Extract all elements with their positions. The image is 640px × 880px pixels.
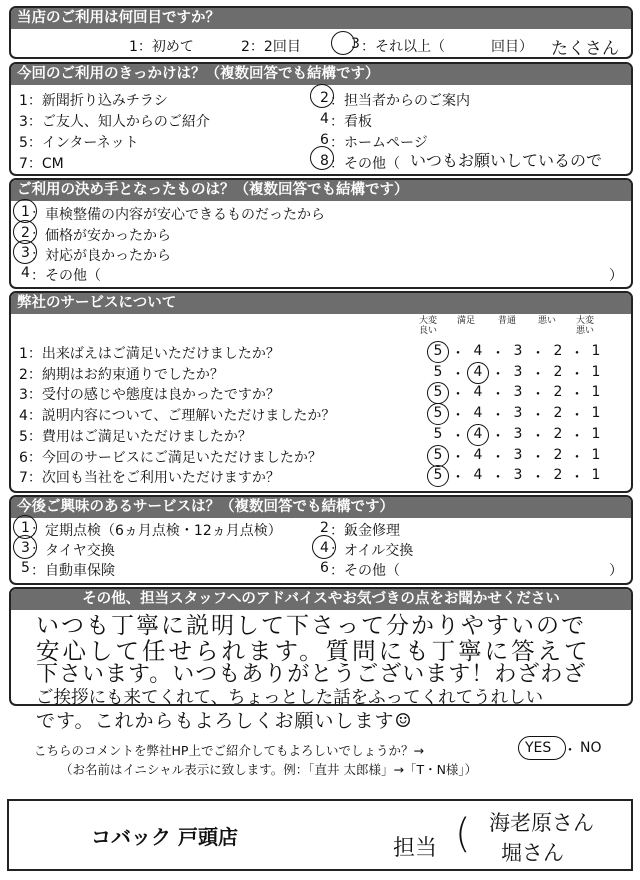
staff-open-paren: ( (455, 811, 471, 857)
scale-label-very-bad: 大変悪い (575, 316, 594, 336)
rating-option-2: 2 (553, 425, 563, 442)
rating-option-4: 4 (473, 467, 483, 484)
deciding-option-3-text: ：対応が良かったから (31, 248, 171, 264)
rating-question-4: 4：説明内容について、ご理解いただけましたか？ (19, 408, 336, 425)
rating-option-1: 1 (591, 363, 601, 380)
advice-handwritten-line-3: 下さいます。いつもありがとうございます！わざわざ (36, 662, 587, 687)
rating-separator-dot: ・ (491, 366, 505, 383)
selected-rating-circle (427, 445, 449, 467)
rating-separator-dot: ・ (531, 408, 545, 425)
rating-option-1: 1 (591, 425, 601, 442)
interest-title: 今後ご興味のあるサービスは？（複数回答でも結構です） (11, 497, 631, 518)
rating-option-5: 5 (433, 425, 443, 442)
rating-option-2: 2 (553, 467, 563, 484)
rating-option-4: 4 (473, 343, 483, 359)
rating-separator-dot: ・ (570, 470, 584, 487)
visit-count-section (9, 6, 633, 59)
rating-option-3: 3 (513, 363, 523, 380)
store-name: コバック 戸頭店 (91, 825, 238, 849)
trigger-title: 今回のご利用のきっかけは？（複数回答でも結構です） (11, 64, 631, 85)
rating-option-5: 5 (433, 446, 443, 463)
interest-option-1-number: 1 (21, 520, 30, 536)
advice-handwritten-line-5: です。これからもよろしくお願いします☺ (36, 710, 413, 732)
interest-option-3-number: 3 (21, 540, 30, 556)
selected-rating-circle (427, 465, 449, 487)
rating-option-5: 5 (433, 405, 443, 422)
service-rating-section (9, 291, 633, 493)
selection-circle (13, 240, 37, 264)
advice-consent-yes: YES (525, 740, 552, 756)
rating-separator-dot: ・ (570, 346, 584, 362)
rating-separator-dot: ・ (451, 470, 465, 487)
interest-close-paren: ） (609, 563, 623, 579)
rating-option-3: 3 (513, 446, 523, 463)
rating-separator-dot: ・ (531, 428, 545, 445)
visit-count-title: 当店のご利用は何回目ですか？ (11, 8, 631, 29)
advice-title: その他、担当スタッフへのアドバイスやお気づきの点をお聞かせください (11, 589, 631, 610)
staff-name-1: 海老原さん (489, 811, 594, 835)
rating-separator-dot: ・ (491, 428, 505, 445)
selected-rating-circle (467, 424, 489, 446)
selection-circle (331, 31, 355, 55)
advice-initial-note: （お名前はイニシャル表示に致します。例：「直井 太郎様」→「T・N様」） (60, 762, 478, 777)
interest-option-1-text: ：定期点検（6ヵ月点検・12ヵ月点検） (31, 523, 282, 539)
rating-separator-dot: ・ (451, 408, 465, 425)
rating-option-5: 5 (433, 384, 443, 401)
visit-option-first: 1：初めて (129, 39, 194, 55)
rating-separator-dot: ・ (451, 449, 465, 466)
scale-label-bad: 悪い (537, 316, 556, 326)
advice-consent-no: NO (580, 740, 602, 756)
rating-separator-dot: ・ (451, 387, 465, 404)
selection-circle (13, 535, 37, 559)
visit-option-more-text: ：それ以上（ (361, 39, 445, 55)
advice-handwritten-line-2: 安心して任せられます。質問にも丁寧に答えて (36, 637, 591, 665)
rating-option-3: 3 (513, 425, 523, 442)
visit-option-more-suffix: 回目） (491, 39, 533, 55)
rating-option-5: 5 (433, 343, 443, 359)
trigger-option-2-text: ：担当者からのご案内 (330, 93, 470, 109)
rating-separator-dot: ・ (491, 408, 505, 425)
scale-label-very-good: 大変良い (418, 316, 437, 336)
rating-option-2: 2 (553, 343, 563, 359)
rating-separator-dot: ・ (531, 470, 545, 487)
rating-separator-dot: ・ (531, 366, 545, 383)
rating-separator-dot: ・ (491, 387, 505, 404)
rating-option-2: 2 (553, 446, 563, 463)
rating-separator-dot: ・ (570, 428, 584, 445)
rating-option-3: 3 (513, 405, 523, 422)
trigger-option-4-text: ：看板 (330, 114, 372, 130)
trigger-option-7: 7：CM (19, 156, 64, 172)
selected-rating-circle (467, 362, 489, 384)
staff-label: 担当 (393, 836, 438, 861)
deciding-option-1-number: 1 (21, 204, 30, 220)
interest-option-3-text: ：タイヤ交換 (31, 543, 115, 559)
rating-option-5: 5 (433, 467, 443, 484)
rating-option-1: 1 (591, 405, 601, 422)
rating-separator-dot: ・ (570, 366, 584, 383)
deciding-factor-title: ご利用の決め手となったものは？（複数回答でも結構です） (11, 180, 631, 201)
rating-separator-dot: ・ (570, 387, 584, 404)
rating-option-4: 4 (473, 384, 483, 401)
trigger-other-handwritten: いつもお願いしているので (410, 151, 603, 170)
rating-option-4: 4 (473, 363, 483, 380)
rating-option-2: 2 (553, 384, 563, 401)
rating-option-5: 5 (433, 363, 443, 380)
deciding-option-4-number: 4 (21, 265, 30, 281)
selection-circle (310, 84, 334, 108)
selection-circle (518, 736, 566, 760)
trigger-option-5: 5：インターネット (19, 135, 139, 151)
trigger-option-4-number: 4 (320, 111, 329, 127)
rating-separator-dot: ・ (570, 449, 584, 466)
deciding-factor-section (9, 178, 633, 289)
deciding-option-4-text: ：その他（ (31, 268, 101, 284)
deciding-close-paren: ） (609, 268, 623, 284)
visit-handwritten-answer: たくさん (551, 39, 619, 59)
rating-question-6: 6：今回のサービスにご満足いただけましたか？ (19, 449, 322, 466)
rating-separator-dot: ・ (451, 366, 465, 383)
deciding-option-2-text: ：価格が安かったから (31, 228, 171, 244)
interest-option-2-number: 2 (320, 520, 329, 536)
selection-circle (310, 146, 334, 170)
rating-separator-dot: ・ (491, 470, 505, 487)
store-footer (7, 799, 633, 871)
rating-separator-dot: ・ (451, 346, 465, 362)
interest-option-6-text: ：その他（ (330, 563, 400, 579)
selection-circle (312, 535, 336, 559)
advice-handwritten-line-1: いつも丁寧に説明して下さって分かりやすいので (36, 613, 586, 639)
rating-option-2: 2 (553, 405, 563, 422)
rating-question-7: 7：次回も当社をご利用いただけますか？ (19, 470, 280, 487)
deciding-option-3-number: 3 (21, 245, 30, 261)
trigger-option-8-text: ：その他（ (330, 156, 400, 172)
interest-option-5-number: 5 (21, 560, 30, 576)
selected-rating-circle (427, 403, 449, 425)
trigger-option-8-number: 8 (320, 153, 329, 169)
interest-option-4-text: ：オイル交換 (330, 543, 414, 559)
deciding-option-1-text: ：車検整備の内容が安心できるものだったから (31, 207, 325, 223)
interest-option-6-number: 6 (320, 560, 329, 576)
selected-rating-circle (427, 341, 449, 363)
rating-separator-dot: ・ (570, 408, 584, 425)
rating-option-4: 4 (473, 405, 483, 422)
rating-option-4: 4 (473, 425, 483, 442)
interest-option-4-number: 4 (320, 540, 329, 556)
advice-consent-question: こちらのコメントを弊社HP上でご紹介してもよろしいでしょうか？→ (34, 743, 424, 758)
rating-separator-dot: ・ (451, 428, 465, 445)
trigger-option-3: 3：ご友人、知人からのご紹介 (19, 114, 210, 130)
rating-option-2: 2 (553, 363, 563, 380)
rating-separator-dot: ・ (531, 449, 545, 466)
interest-option-2-text: ：鈑金修理 (330, 523, 400, 539)
advice-handwritten-line-4: ご挨拶にも来てくれて、ちょっとした話をふってくれてうれしい (36, 688, 544, 708)
rating-separator-dot: ・ (531, 346, 545, 362)
scale-label-normal: 普通 (497, 316, 516, 326)
trigger-option-2-number: 2 (320, 90, 329, 106)
rating-question-5: 5：費用はご満足いただけましたか？ (19, 428, 252, 445)
advice-consent-dot: ・ (563, 743, 577, 759)
trigger-option-1: 1：新聞折り込みチラシ (19, 93, 168, 109)
rating-separator-dot: ・ (491, 449, 505, 466)
selected-rating-circle (427, 382, 449, 404)
rating-option-1: 1 (591, 384, 601, 401)
interest-option-5-text: ：自動車保険 (31, 563, 115, 579)
rating-option-1: 1 (591, 343, 601, 359)
trigger-option-6-number: 6 (320, 132, 329, 148)
rating-separator-dot: ・ (491, 346, 505, 362)
deciding-option-2-number: 2 (21, 225, 30, 241)
rating-option-3: 3 (513, 343, 523, 359)
rating-question-2: 2：納期はお約束通りでしたか？ (19, 366, 224, 383)
rating-option-4: 4 (473, 446, 483, 463)
rating-option-3: 3 (513, 384, 523, 401)
rating-separator-dot: ・ (531, 387, 545, 404)
rating-question-1: 1：出来ばえはご満足いただけましたか？ (19, 346, 280, 362)
scale-label-satisfied: 満足 (456, 316, 475, 326)
rating-option-3: 3 (513, 467, 523, 484)
service-rating-title: 弊社のサービスについて (11, 293, 631, 314)
rating-option-1: 1 (591, 467, 601, 484)
rating-option-1: 1 (591, 446, 601, 463)
visit-option-second: 2：2回目 (241, 39, 301, 55)
staff-name-2: 堀さん (501, 841, 564, 865)
trigger-option-6-text: ：ホームページ (330, 135, 428, 151)
visit-option-more-number: 3 (351, 36, 360, 52)
rating-question-3: 3：受付の感じや態度は良かったですか？ (19, 387, 280, 404)
